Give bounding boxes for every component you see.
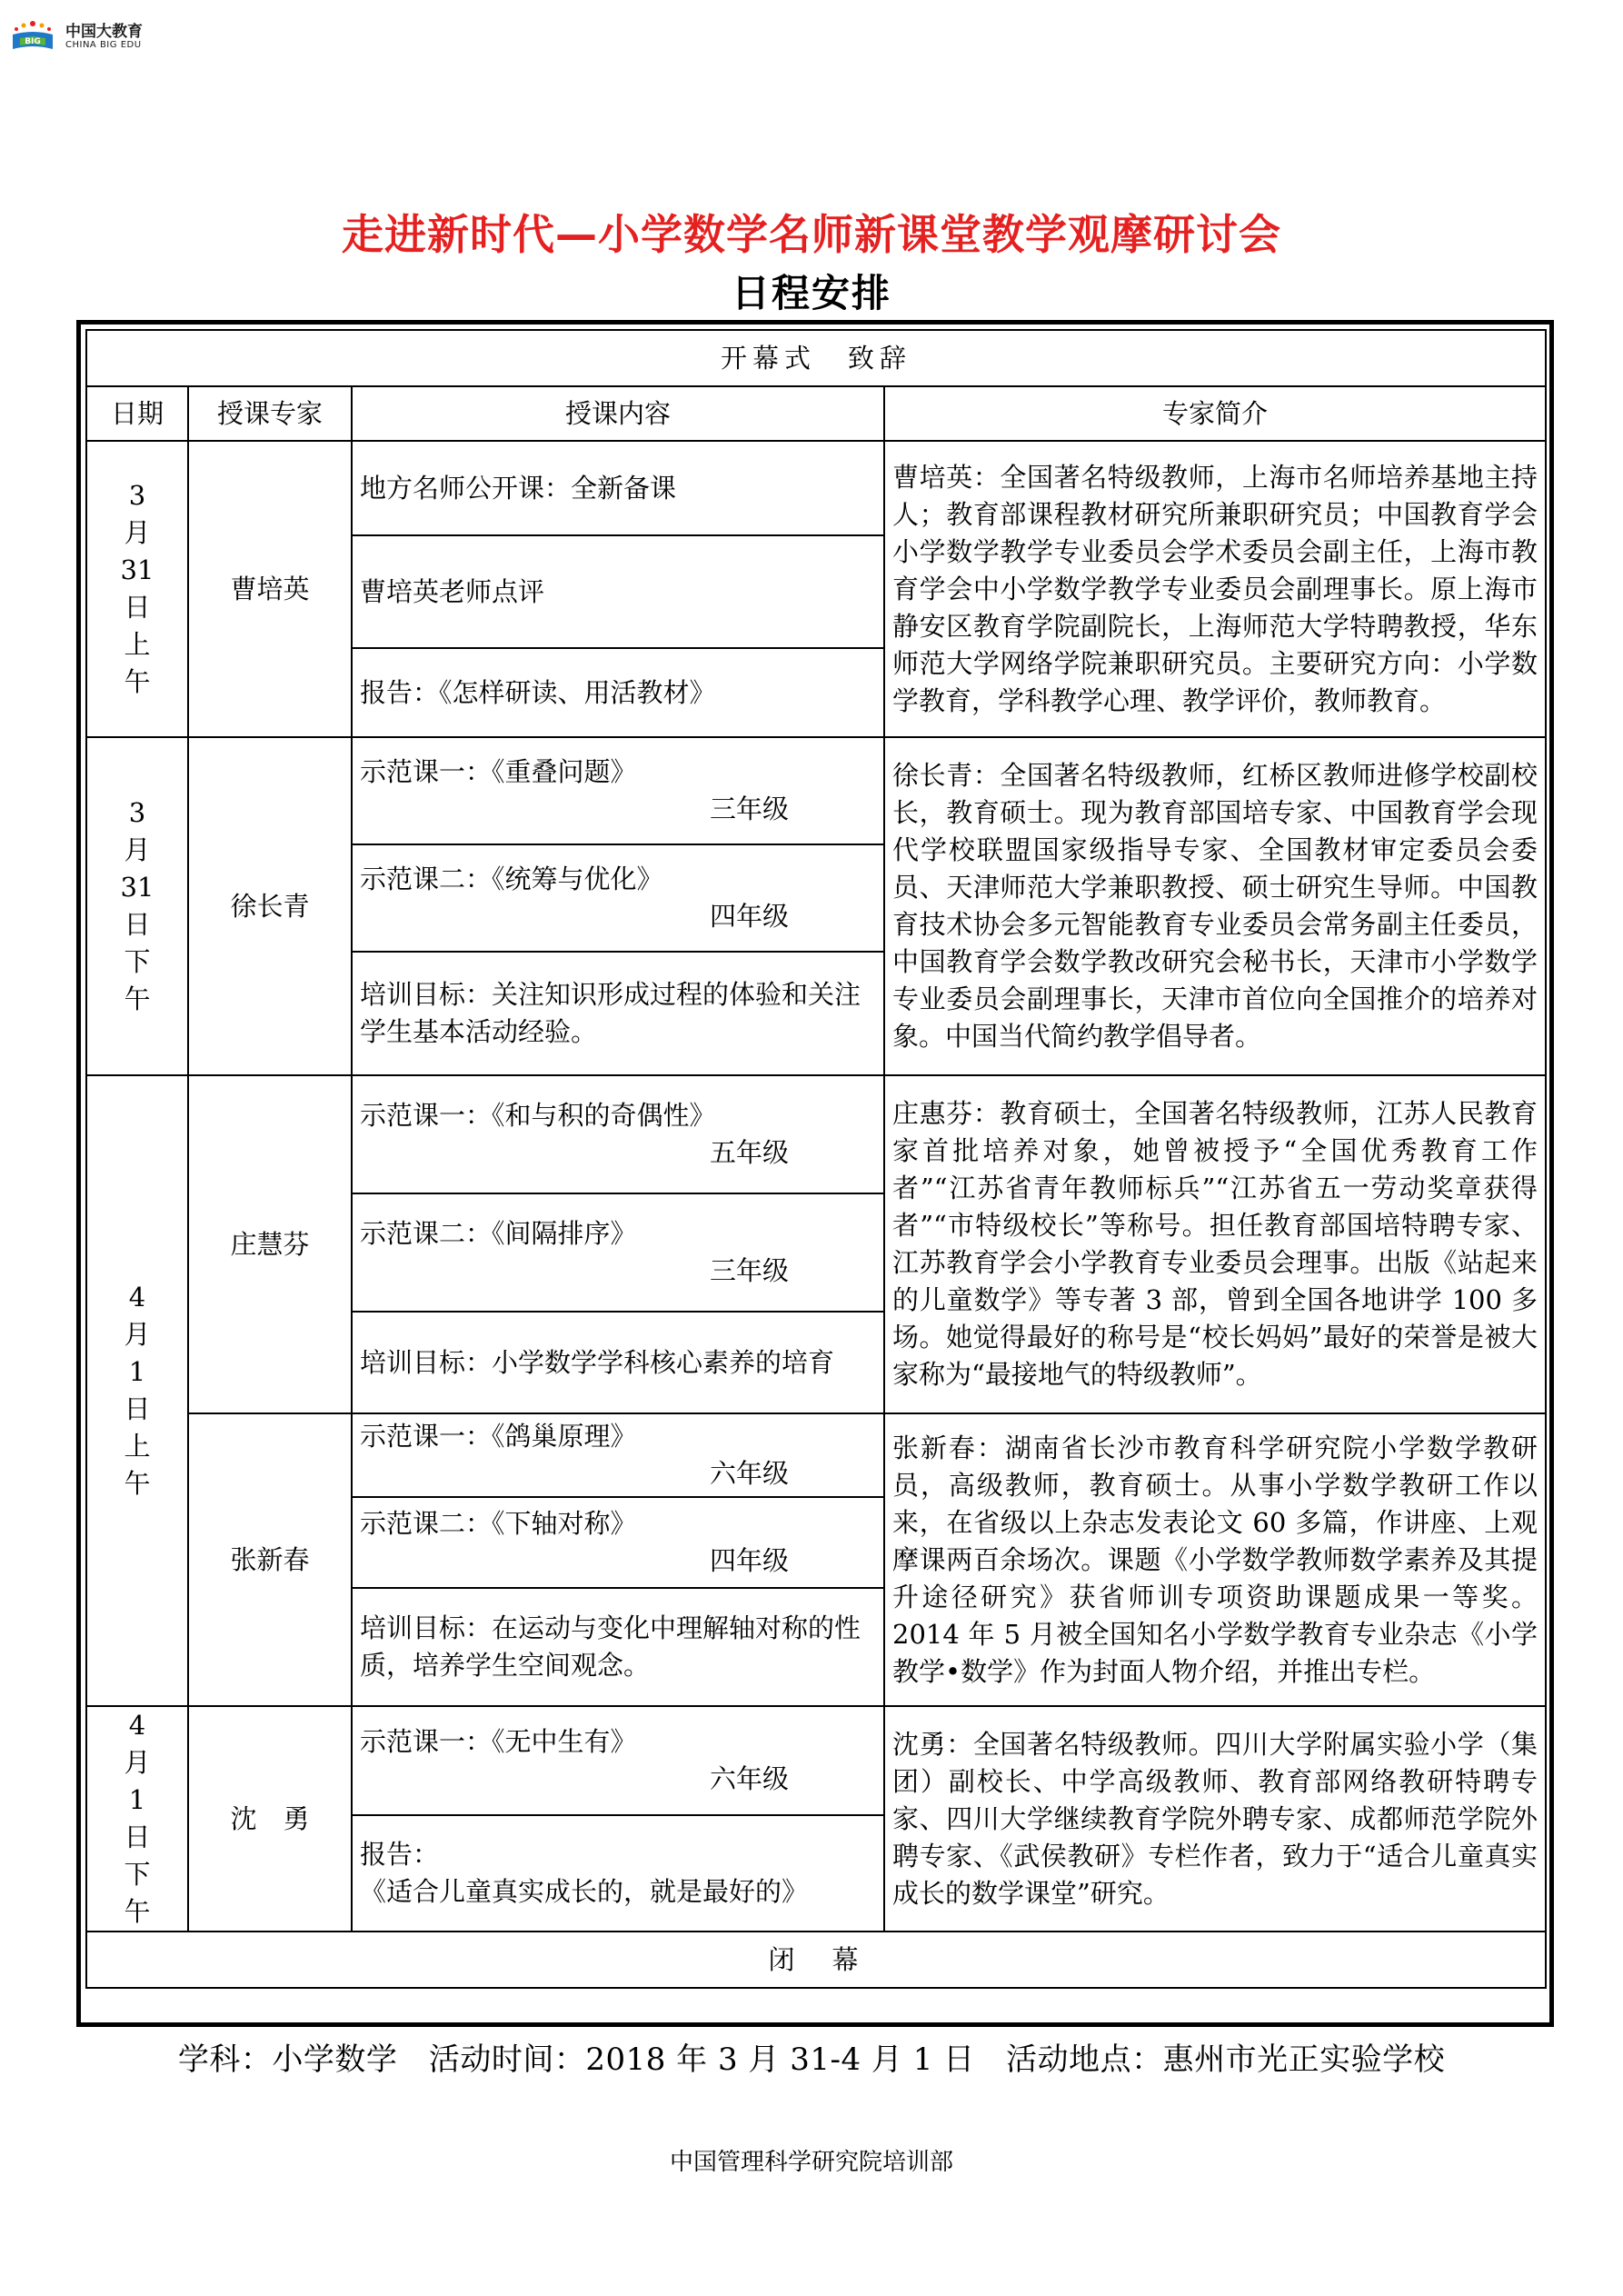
footer-info: 学科：小学数学 活动时间：2018 年 3 月 31-4 月 1 日 活动地点：惠州市光正实验学校 [177,2041,1446,2078]
expert-name: 徐长青 [188,737,352,1075]
footer-org: 中国管理科学研究院培训部 [669,2149,953,2176]
date-char: 下 [124,1859,151,1890]
header-row [86,386,1546,441]
page-subtitle: 日程安排 [731,271,891,315]
schedule-row [86,737,1546,844]
logo-name-en: CHINA BIG EDU [65,40,142,50]
logo-icon [7,16,58,53]
expert-name: 庄慧芬 [188,1075,352,1413]
date-char: 月 [124,1747,151,1778]
content-text: 培训目标：小学数学学科核心素养的培育 [360,1346,835,1378]
date-char: 月 [124,834,151,865]
logo [7,13,189,55]
date-char: 上 [124,629,151,660]
logo-name-cn: 中国大教育 [65,23,143,41]
content-cell [352,1497,884,1588]
content-text: 报告：《怎样研读、用活教材》 [360,676,716,708]
page-title: 走进新时代—小学数学名师新课堂教学观摩研讨会 [342,210,1281,259]
date-char: 午 [124,1896,151,1927]
date-char: 31 [120,872,154,903]
grade-label: 五年级 [709,1137,789,1168]
expert-bio: 张新春：湖南省长沙市教育科学研究院小学数学教研员，高级教师，教育硕士。从事小学数学教研工作以来，在省级以上杂志发表论文 60 多篇，作讲座、上观摩课两百余场次。课题《小学数学教师数学素养及其提升途径研究》获省师训专项资助课题成果一等奖。2014 年 5 月被全国知名小学数学教育专业杂志《小学教学•数学》作为封面人物介绍，并推出专栏。 [884,1413,1546,1706]
header-bio: 专家简介 [884,386,1546,441]
date-cell [86,737,188,1075]
date-char: 1 [128,1356,146,1387]
expert-name: 张新春 [188,1413,352,1706]
schedule-row [86,1413,1546,1497]
date-char: 3 [128,480,146,511]
date-char: 午 [124,983,151,1014]
content-text: 报告： [360,1838,440,1870]
date-char: 日 [124,1393,151,1424]
content-cell [352,1075,884,1193]
schedule-row [86,441,1546,535]
date-char: 1 [128,1784,146,1815]
content-text: 地方名师公开课：全新备课 [360,472,677,504]
date-char: 日 [124,1822,151,1852]
content-cell [352,1706,884,1815]
date-char: 日 [124,909,151,940]
content-cell [352,441,884,535]
content-text: 示范课一：《无中生有》 [360,1725,637,1757]
header-expert: 授课专家 [188,386,352,441]
content-cell [352,737,884,844]
grade-label: 三年级 [709,1255,789,1286]
date-char: 上 [124,1431,151,1462]
date-char: 午 [124,1468,151,1499]
date-char: 午 [124,666,151,697]
content-cell [352,1413,884,1497]
content-text: 示范课一：《鸽巢原理》 [360,1421,637,1452]
content-cell [352,1193,884,1312]
content-text: 曹培英老师点评 [360,575,545,607]
content-text: 示范课二：《统筹与优化》 [360,863,663,894]
date-char: 4 [128,1710,146,1741]
content-text: 示范课二：《下轴对称》 [360,1508,637,1539]
svg-text:BIG: BIG [25,37,41,46]
schedule-row [86,1706,1546,1815]
content-text: 示范课一：《重叠问题》 [360,756,637,787]
expert-bio: 曹培英：全国著名特级教师，上海市名师培养基地主持人；教育部课程教材研究所兼职研究员；中国教育学会小学数学教学专业委员会学术委员会副主任，上海市教育学会中小学数学教学专业委员会副理事长。原上海市静安区教育学院副院长，上海师范大学特聘教授，华东师范大学网络学院兼职研究员。主要研究方向：小学数学教育，学科教学心理、教学评价，教师教育。 [884,441,1546,737]
header-content: 授课内容 [352,386,884,441]
content-text: 示范课一：《和与积的奇偶性》 [360,1100,716,1131]
date-cell [86,1075,188,1706]
grade-label: 六年级 [709,1458,789,1489]
date-char: 4 [128,1282,146,1313]
opening-row [86,330,1546,386]
content-text: 培训目标：在运动与变化中理解轴对称的性质，培养学生空间观念。 [360,1612,861,1681]
content-cell [352,1312,884,1413]
date-char: 下 [124,946,151,977]
date-char: 3 [128,797,146,828]
expert-bio: 沈勇：全国著名特级教师。四川大学附属实验小学（集团）副校长、中学高级教师、教育部网络教研特聘专家、四川大学继续教育学院外聘专家、成都师范学院外聘专家、《武侯教研》专栏作者，致力于“适合儿童真实成长的数学课堂”研究。 [884,1706,1546,1932]
schedule-body [86,330,1546,1988]
content-cell [352,952,884,1075]
content-text: 培训目标：关注知识形成过程的体验和关注学生基本活动经验。 [360,979,861,1047]
opening-cell: 开幕式 致辞 [86,330,1546,386]
expert-bio: 徐长青：全国著名特级教师，红桥区教师进修学校副校长，教育硕士。现为教育部国培专家、中国教育学会现代学校联盟国家级指导专家、全国教材审定委员会委员、天津师范大学兼职教授、硕士研究生导师。中国教育技术协会多元智能教育专业委员会常务副主任委员，中国教育学会数学教改研究会秘书长，天津市小学数学专业委员会副理事长，天津市首位向全国推介的培养对象。中国当代简约教学倡导者。 [884,737,1546,1075]
closing-row [86,1932,1546,1988]
content-cell [352,844,884,952]
closing-cell: 闭 幕 [86,1932,1546,1988]
date-char: 日 [124,592,151,623]
date-cell [86,441,188,737]
content-cell [352,648,884,737]
date-char: 31 [120,554,154,585]
grade-label: 四年级 [709,1545,789,1576]
schedule-table [85,329,1547,1989]
content-cell [352,1815,884,1932]
date-char: 月 [124,517,151,548]
expert-name: 曹培英 [188,441,352,737]
expert-name: 沈 勇 [188,1706,352,1932]
content-cell [352,1588,884,1706]
schedule-row [86,1075,1546,1193]
grade-label: 三年级 [709,794,789,824]
date-cell [86,1706,188,1932]
expert-bio: 庄惠芬：教育硕士，全国著名特级教师，江苏人民教育家首批培养对象，她曾被授予“全国优秀教育工作者”“江苏省青年教师标兵”“江苏省五一劳动奖章获得者”“市特级校长”等称号。担任教育部国培特聘专家、江苏教育学会小学教育专业委员会理事。出版《站起来的儿童数学》等专著 3 部，曾到全国各地讲学 100 多场。她觉得最好的称号是“校长妈妈”最好的荣誉是被大家称为“最接地气的特级教师”。 [884,1075,1546,1413]
content-text-2: 《适合儿童真实成长的，就是最好的》 [360,1875,809,1907]
date-char: 月 [124,1319,151,1350]
header-date: 日期 [86,386,188,441]
grade-label: 四年级 [709,901,789,932]
content-cell [352,535,884,648]
content-text: 示范课二：《间隔排序》 [360,1218,637,1249]
grade-label: 六年级 [709,1762,789,1794]
